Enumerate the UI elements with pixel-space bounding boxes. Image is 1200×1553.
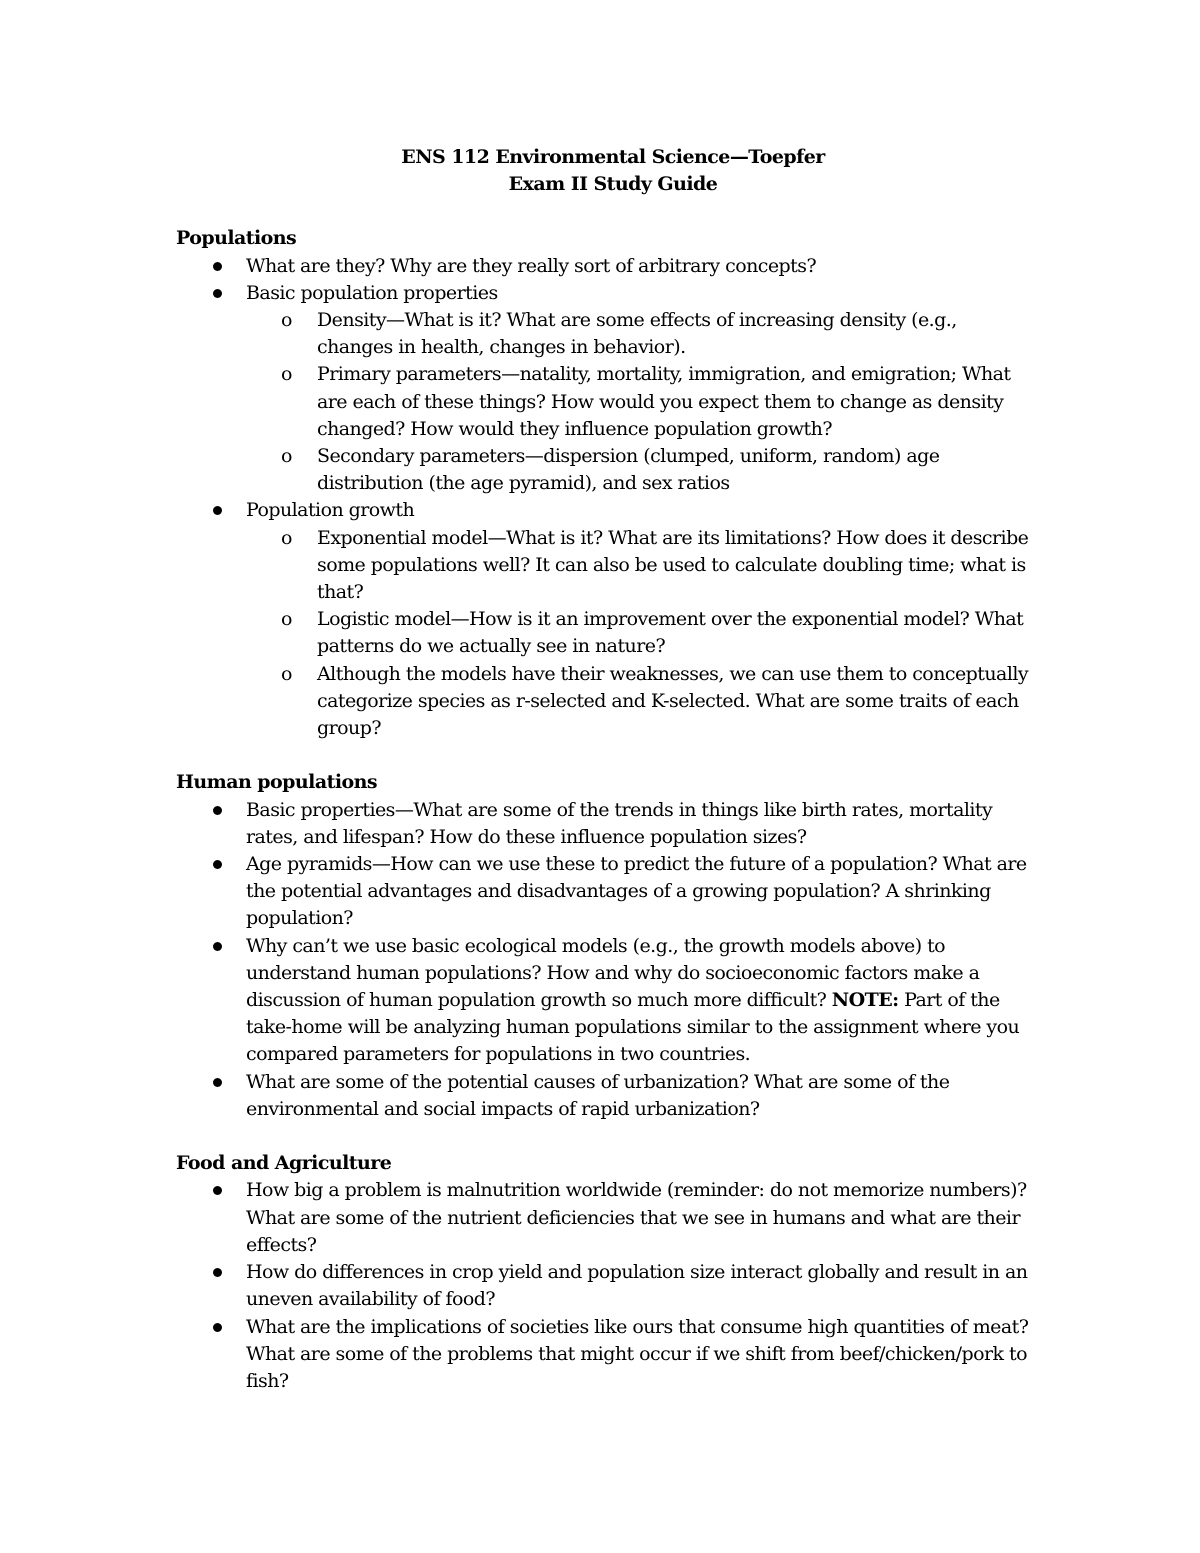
bullet-icon: [213, 1323, 222, 1332]
sub-list-item: [246, 307, 1030, 361]
list-item-text: Population growth: [246, 499, 415, 522]
list-item: [176, 1259, 1030, 1313]
sub-list-item: [246, 443, 1030, 497]
bullet-icon: [213, 1078, 222, 1087]
list-item-text: Why can’t we use basic ecological models (e.g., the growth models above) to understand human populations? How and why do socioeconomic factors make a discussion of human population growth so much more difficult?: [246, 934, 980, 1012]
circle-bullet-icon: o: [281, 662, 292, 685]
sub-list-item-text: Density—What is it? What are some effects of increasing density (e.g., changes in health, changes in behavior).: [317, 309, 957, 359]
list-item: [176, 1177, 1030, 1259]
section-human-populations: [176, 769, 1030, 1123]
section-heading-food-agriculture: Food and Agriculture: [176, 1152, 392, 1175]
section-food-agriculture: [176, 1150, 1030, 1395]
list-item: [176, 851, 1030, 933]
bullet-list: [176, 1177, 1030, 1395]
sub-list-item-text: Secondary parameters—dispersion (clumped, uniform, random) age distribution (the age pyramid), and sex ratios: [317, 445, 940, 495]
sub-list-item-text: Exponential model—What is it? What are its limitations? How does it describe some populations well? It can also be used to calculate doubling time; what is that?: [317, 526, 1029, 604]
bullet-icon: [213, 289, 222, 298]
note-label: NOTE:: [831, 989, 899, 1012]
circle-bullet-icon: o: [281, 363, 292, 386]
list-item: [176, 253, 1030, 280]
list-item-text: What are they? Why are they really sort of arbitrary concepts?: [246, 254, 817, 277]
list-item-text: What are the implications of societies like ours that consume high quantities of meat? What are some of the problems that might occur if we shift from beef/chicken/pork to fish?: [246, 1315, 1029, 1392]
circle-bullet-icon: o: [281, 309, 292, 332]
sub-list-item-text: Although the models have their weaknesses, we can use them to conceptually categorize species as r-selected and K-selected. What are some traits of each group?: [317, 662, 1029, 740]
circle-bullet-icon: o: [281, 608, 292, 631]
bullet-icon: [213, 506, 222, 515]
course-title: ENS 112 Environmental Science—Toepfer: [401, 146, 825, 168]
bullet-icon: [213, 262, 222, 271]
guide-title: Exam II Study Guide: [508, 173, 718, 196]
sub-list-item: [246, 606, 1030, 660]
sub-list: [246, 525, 1030, 743]
list-item-text: What are some of the potential causes of urbanization? What are some of the environmental and social impacts of rapid urbanization?: [246, 1070, 950, 1120]
sub-list-item: [246, 361, 1030, 443]
list-item: [176, 1314, 1030, 1396]
list-item-text: How do differences in crop yield and population size interact globally and result in an uneven availability of food?: [246, 1261, 1028, 1311]
sub-list-item: [246, 525, 1030, 607]
list-item: [176, 497, 1030, 742]
section-heading-human-populations: Human populations: [176, 771, 378, 794]
bullet-icon: [213, 806, 222, 815]
list-item: [176, 280, 1030, 498]
list-item: [176, 797, 1030, 851]
bullet-icon: [213, 942, 222, 951]
sub-list-item-text: Primary parameters—natality, mortality, immigration, and emigration; What are each of these things? How would you expect them to change as density changed? How would they influence population growth?: [317, 363, 1011, 440]
list-item-text: Basic properties—What are some of the trends in things like birth rates, mortality rates, and lifespan? How do these influence population sizes?: [246, 798, 993, 848]
sub-list-item-text: Logistic model—How is it an improvement over the exponential model? What patterns do we actually see in nature?: [317, 608, 1024, 658]
list-item: [176, 933, 1030, 1069]
sub-list-item: [246, 661, 1030, 743]
bullet-list: [176, 253, 1030, 743]
bullet-list: [176, 797, 1030, 1123]
list-item-text: How big a problem is malnutrition worldwide (reminder: do not memorize numbers)? What are some of the nutrient deficiencies that we see in humans and what are their effects?: [246, 1179, 1027, 1256]
circle-bullet-icon: o: [281, 445, 292, 468]
section-populations: [176, 225, 1030, 742]
circle-bullet-icon: o: [281, 526, 292, 549]
sub-list: [246, 307, 1030, 497]
list-item-text: Age pyramids—How can we use these to predict the future of a population? What are the potential advantages and disadvantages of a growing population? A shrinking population?: [246, 853, 1027, 930]
document-title: [176, 144, 1030, 198]
bullet-icon: [213, 860, 222, 869]
list-item-text: Basic population properties: [246, 281, 498, 304]
bullet-icon: [213, 1186, 222, 1195]
list-item: [176, 1069, 1030, 1123]
list-item-text: Part of the take-home will be analyzing human populations similar to the assignment where you compared parameters for populations in two countries.: [246, 989, 1020, 1066]
bullet-icon: [213, 1268, 222, 1277]
section-heading-populations: Populations: [176, 227, 297, 250]
